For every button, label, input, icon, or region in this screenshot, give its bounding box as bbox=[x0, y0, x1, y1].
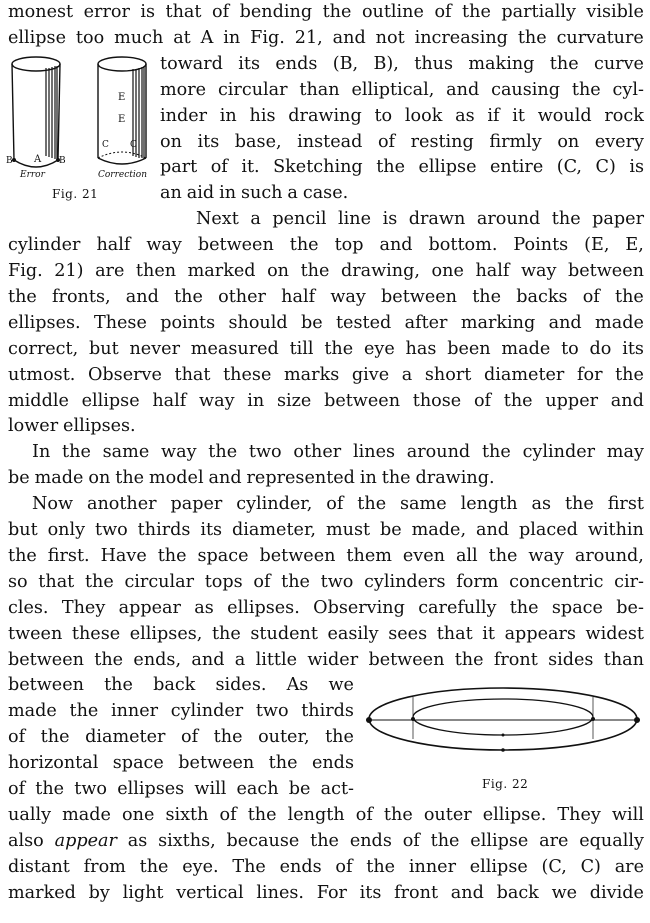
text-line: In the same way the two other lines around the cylinder may bbox=[32, 442, 644, 463]
text-line: marked by light vertical lines. For its front and back we divide bbox=[8, 882, 644, 903]
figure-21 bbox=[6, 52, 156, 192]
text-line: middle ellipse half way in size between those of the upper and bbox=[8, 390, 644, 411]
text-line: of the diameter of the outer, the bbox=[8, 727, 354, 748]
text-line: utmost. Observe that these marks give a short diameter for the bbox=[8, 364, 644, 385]
text-line: monest error is that of bending the outline of the partially visible bbox=[8, 2, 644, 22]
fig21-mark-b-right: B bbox=[59, 155, 66, 166]
text-line: of the two ellipses will each be act- bbox=[8, 779, 354, 799]
text-line: lower ellipses. bbox=[8, 416, 136, 437]
text-line: also appear as sixths, because the ends of the ellipse are equally bbox=[8, 830, 644, 851]
text-line: so that the circular tops of the two cylinders form concentric cir- bbox=[8, 571, 644, 592]
text-line: the fronts, and the other half way between the backs of the bbox=[8, 286, 644, 307]
fig21-mark-c-left: C bbox=[102, 139, 109, 150]
text-line: the first. Have the space between them even all the way around, bbox=[8, 545, 644, 566]
figure-22-drawing bbox=[362, 679, 644, 769]
fig21-mark-c-right: C bbox=[130, 139, 137, 150]
fig21-mark-a: A bbox=[34, 153, 42, 165]
text-line: cles. They appear as ellipses. Observing carefully the space be- bbox=[8, 597, 644, 618]
text-line: ellipses. These points should be tested after marking and made bbox=[8, 312, 644, 333]
text-line: cylinder half way between the top and bottom. Points (E, E, bbox=[8, 235, 644, 256]
text-line: an aid in such a case. bbox=[160, 183, 349, 204]
text-line: made the inner cylinder two thirds bbox=[8, 701, 354, 722]
text-line: horizontal space between the ends bbox=[8, 753, 354, 774]
fig21-label-error: Error bbox=[20, 169, 45, 180]
text-line: between the ends, and a little wider between the front sides than bbox=[8, 649, 644, 670]
text-line: ually made one sixth of the length of the outer ellipse. They will bbox=[8, 804, 644, 825]
figure-22 bbox=[362, 679, 644, 769]
text-line: Fig. 21) are then marked on the drawing, one half way between bbox=[8, 261, 644, 281]
text-line: on its base, instead of resting firmly on every bbox=[160, 131, 644, 152]
fig22-caption: Fig. 22 bbox=[482, 777, 529, 791]
fig21-caption: Fig. 21 bbox=[52, 187, 99, 202]
text-line: more circular than elliptical, and causing the cyl- bbox=[160, 79, 644, 100]
text-line: distant from the eye. The ends of the inner ellipse (C, C) are bbox=[8, 856, 644, 877]
text-line: between the back sides. As we bbox=[8, 675, 354, 696]
text-line: Next a pencil line is drawn around the paper bbox=[196, 209, 644, 230]
fig21-mark-e-bottom: E bbox=[118, 113, 126, 125]
fig21-label-correction: Correction bbox=[98, 169, 147, 180]
fig21-mark-b-left: B bbox=[6, 155, 13, 166]
text-line: correct, but never measured till the eye has been made to do its bbox=[8, 338, 644, 359]
text-line: toward its ends (B, B), thus making the curve bbox=[160, 53, 644, 74]
text-line: tween these ellipses, the student easily sees that it appears widest bbox=[8, 623, 644, 644]
fig21-mark-e-top: E bbox=[118, 91, 126, 103]
text-line: but only two thirds its diameter, must be made, and placed within bbox=[8, 520, 644, 540]
text-line: be made on the model and represented in the drawing. bbox=[8, 468, 495, 489]
text-line: part of it. Sketching the ellipse entire (C, C) is bbox=[160, 157, 644, 178]
text-line: Now another paper cylinder, of the same length as the first bbox=[32, 494, 644, 515]
text-line: inder in his drawing to look as if it would rock bbox=[160, 105, 644, 126]
text-line: ellipse too much at A in Fig. 21, and not increasing the curvature bbox=[8, 27, 644, 48]
